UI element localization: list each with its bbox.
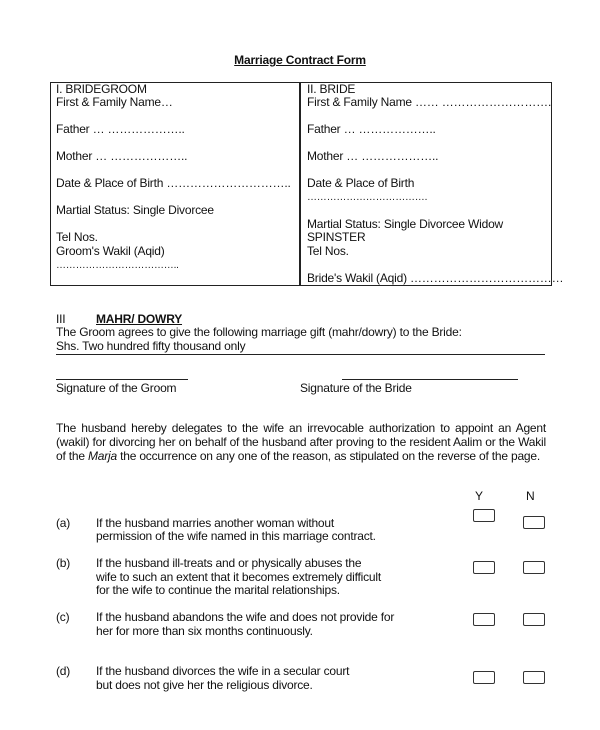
condition-text: for the wife to continue the marital relationships.: [96, 583, 340, 597]
bride-mother-field[interactable]: Mother … ………………..: [307, 149, 439, 163]
bride-wakil-field[interactable]: Bride's Wakil (Aqid) …………………………………: [307, 271, 564, 285]
no-checkbox[interactable]: [523, 613, 545, 626]
bride-dob-label: Date & Place of Birth: [307, 176, 415, 190]
mahr-text: The Groom agrees to give the following marriage gift (mahr/dowry) to the Bride:: [56, 325, 462, 339]
mahr-underline: [56, 354, 545, 355]
condition-text: permission of the wife named in this marriage contract.: [96, 529, 376, 543]
groom-signature-label: Signature of the Groom: [56, 381, 177, 395]
condition-text: If the husband marries another woman without: [96, 516, 335, 530]
bride-signature-label: Signature of the Bride: [300, 381, 412, 395]
groom-wakil-field[interactable]: ………………………………..: [56, 260, 179, 271]
groom-signature-line[interactable]: [56, 379, 188, 380]
paragraph-italic: Marja: [87, 449, 117, 463]
bride-father-field[interactable]: Father … ………………..: [307, 122, 436, 136]
yes-checkbox[interactable]: [473, 561, 495, 574]
table-divider: [299, 82, 301, 286]
mahr-heading: MAHR/ DOWRY: [96, 312, 183, 326]
groom-father-field[interactable]: Father … ………………..: [56, 122, 185, 136]
yes-checkbox[interactable]: [473, 671, 495, 684]
bride-status-spinster: SPINSTER: [307, 230, 366, 244]
condition-text: If the husband ill-treats and or physically abuses the: [96, 556, 362, 570]
condition-label: (a): [56, 516, 71, 530]
groom-dob-field[interactable]: Date & Place of Birth …………………………..: [56, 176, 291, 190]
no-checkbox[interactable]: [523, 516, 545, 529]
bride-tel-field[interactable]: Tel Nos.: [307, 244, 349, 258]
no-checkbox[interactable]: [523, 561, 545, 574]
no-checkbox[interactable]: [523, 671, 545, 684]
condition-label: (b): [56, 556, 71, 570]
bride-dob-field[interactable]: ……………………………….: [307, 192, 428, 203]
paragraph-text-end: the occurrence on any one of the reason, as stipulated on the reverse of the page.: [116, 449, 541, 463]
groom-wakil-label: Groom's Wakil (Aqid): [56, 244, 165, 258]
condition-label: (c): [56, 610, 70, 624]
mahr-amount[interactable]: Shs. Two hundred fifty thousand only: [56, 339, 246, 353]
condition-text: her for more than six months continuously.: [96, 624, 313, 638]
no-column-header: N: [526, 489, 535, 503]
groom-tel-field[interactable]: Tel Nos.: [56, 230, 98, 244]
groom-name-field[interactable]: First & Family Name…: [56, 95, 173, 109]
condition-text: wife to such an extent that it becomes extremely difficult: [96, 570, 381, 584]
bride-signature-line[interactable]: [342, 379, 518, 380]
delegation-paragraph: [56, 421, 546, 463]
bride-heading: II. BRIDE: [307, 82, 356, 96]
condition-label: (d): [56, 664, 71, 678]
page-title: Marriage Contract Form: [234, 53, 366, 67]
condition-text: but does not give her the religious divorce.: [96, 678, 313, 692]
paragraph-text: The husband hereby delegates to the wife an irrevocable authorization to appoint an Agent (wakil) for divorcing her on behalf of the husband after proving to the resident Aalim or the Wakil of the: [56, 421, 546, 463]
bride-status: Martial Status: Single Divorcee Widow: [307, 217, 504, 231]
condition-text: If the husband abandons the wife and does not provide for: [96, 610, 395, 624]
yes-checkbox[interactable]: [473, 509, 495, 522]
yes-checkbox[interactable]: [473, 613, 495, 626]
mahr-number: III: [56, 312, 66, 326]
groom-heading: I. BRIDEGROOM: [56, 82, 147, 96]
bride-name-field[interactable]: First & Family Name …… ……………………….: [307, 95, 552, 109]
groom-status: Martial Status: Single Divorcee: [56, 203, 214, 217]
yes-column-header: Y: [475, 489, 483, 503]
groom-mother-field[interactable]: Mother … ………………..: [56, 149, 188, 163]
condition-text: If the husband divorces the wife in a secular court: [96, 664, 350, 678]
